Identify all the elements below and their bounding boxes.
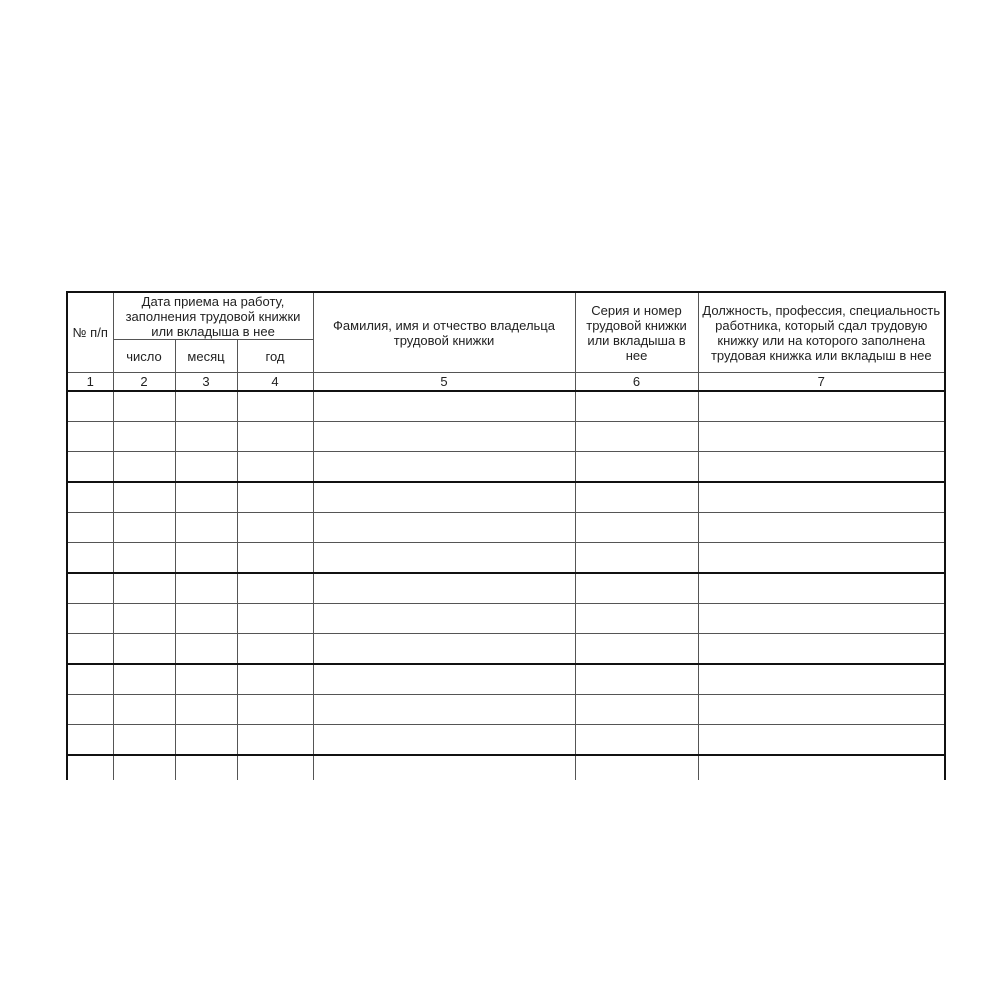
- table-cell-col-4[interactable]: [237, 695, 313, 725]
- table-cell-col-4[interactable]: [237, 664, 313, 695]
- header-owner-name: [313, 292, 575, 373]
- table-cell-col-6[interactable]: [575, 391, 698, 422]
- table-cell-col-2[interactable]: [113, 452, 175, 483]
- employment-record-table: [66, 291, 946, 780]
- table-cell-col-2[interactable]: [113, 391, 175, 422]
- table-cell-col-4[interactable]: [237, 482, 313, 513]
- table-cell-col-6[interactable]: [575, 513, 698, 543]
- table-cell-col-5[interactable]: [313, 391, 575, 422]
- table-row: [67, 482, 945, 513]
- table-cell-col-1[interactable]: [67, 391, 113, 422]
- table-cell-col-5[interactable]: [313, 634, 575, 665]
- table-cell-col-5[interactable]: [313, 755, 575, 780]
- table-row: [67, 755, 945, 780]
- table-cell-col-3[interactable]: [175, 482, 237, 513]
- table-cell-col-4[interactable]: [237, 755, 313, 780]
- table-cell-col-5[interactable]: [313, 513, 575, 543]
- table-row: [67, 513, 945, 543]
- header-month: [175, 340, 237, 373]
- table-cell-col-3[interactable]: [175, 725, 237, 756]
- table-row: [67, 604, 945, 634]
- table-cell-col-1[interactable]: [67, 664, 113, 695]
- table-row: [67, 391, 945, 422]
- table-cell-col-7[interactable]: [698, 755, 945, 780]
- table-cell-col-2[interactable]: [113, 755, 175, 780]
- table-cell-col-1[interactable]: [67, 755, 113, 780]
- header-month-label: месяц: [187, 348, 225, 364]
- table-cell-col-6[interactable]: [575, 755, 698, 780]
- table-cell-col-3[interactable]: [175, 695, 237, 725]
- table-cell-col-1[interactable]: [67, 482, 113, 513]
- table-cell-col-7[interactable]: [698, 604, 945, 634]
- table-cell-col-5[interactable]: [313, 604, 575, 634]
- table-row: [67, 543, 945, 574]
- table-cell-col-7[interactable]: [698, 513, 945, 543]
- table-cell-col-1[interactable]: [67, 422, 113, 452]
- table-cell-col-5[interactable]: [313, 422, 575, 452]
- table-cell-col-7[interactable]: [698, 422, 945, 452]
- table-row: [67, 452, 945, 483]
- table-cell-col-6[interactable]: [575, 573, 698, 604]
- header-position-label: Должность, профессия, специальность работника, который сдал трудовую книжку или на которого заполнена трудовая книжка или вкладыш в нее: [702, 302, 941, 363]
- table-cell-col-1[interactable]: [67, 604, 113, 634]
- table-cell-col-3[interactable]: [175, 452, 237, 483]
- table-cell-col-7[interactable]: [698, 695, 945, 725]
- header-day-label: число: [126, 348, 162, 364]
- table-cell-col-4[interactable]: [237, 573, 313, 604]
- table-cell-col-3[interactable]: [175, 664, 237, 695]
- header-position: [698, 292, 945, 373]
- table-cell-col-7[interactable]: [698, 543, 945, 574]
- table-row: [67, 634, 945, 665]
- column-number-3: 3: [175, 373, 237, 392]
- table-cell-col-1[interactable]: [67, 573, 113, 604]
- header-day: [113, 340, 175, 373]
- column-number-1: 1: [67, 373, 113, 392]
- table-cell-col-7[interactable]: [698, 664, 945, 695]
- table-cell-col-1[interactable]: [67, 452, 113, 483]
- table-cell-col-6[interactable]: [575, 422, 698, 452]
- table-cell-col-7[interactable]: [698, 452, 945, 483]
- table-cell-col-2[interactable]: [113, 634, 175, 665]
- table-cell-col-4[interactable]: [237, 513, 313, 543]
- table-cell-col-5[interactable]: [313, 482, 575, 513]
- table-cell-col-1[interactable]: [67, 513, 113, 543]
- table-row: [67, 725, 945, 756]
- table-row: [67, 664, 945, 695]
- table-cell-col-7[interactable]: [698, 482, 945, 513]
- table-cell-col-2[interactable]: [113, 664, 175, 695]
- table-cell-col-3[interactable]: [175, 604, 237, 634]
- table-cell-col-4[interactable]: [237, 543, 313, 574]
- table-cell-col-2[interactable]: [113, 482, 175, 513]
- table-cell-col-4[interactable]: [237, 452, 313, 483]
- table-cell-col-6[interactable]: [575, 634, 698, 665]
- table-cell-col-7[interactable]: [698, 725, 945, 756]
- table-cell-col-6[interactable]: [575, 664, 698, 695]
- table-row: [67, 422, 945, 452]
- table-cell-col-3[interactable]: [175, 422, 237, 452]
- table-cell-col-1[interactable]: [67, 695, 113, 725]
- table-cell-col-5[interactable]: [313, 695, 575, 725]
- table-cell-col-2[interactable]: [113, 573, 175, 604]
- header-year-label: год: [265, 348, 285, 364]
- table-cell-col-4[interactable]: [237, 604, 313, 634]
- column-number-5: 5: [313, 373, 575, 392]
- table-cell-col-6[interactable]: [575, 452, 698, 483]
- table-cell-col-2[interactable]: [113, 513, 175, 543]
- table-cell-col-3[interactable]: [175, 513, 237, 543]
- column-number-row: [67, 373, 945, 392]
- table-cell-col-6[interactable]: [575, 604, 698, 634]
- table-cell-col-4[interactable]: [237, 391, 313, 422]
- table-cell-col-3[interactable]: [175, 573, 237, 604]
- column-number-4: 4: [237, 373, 313, 392]
- table-cell-col-2[interactable]: [113, 604, 175, 634]
- table-cell-col-7[interactable]: [698, 573, 945, 604]
- column-number-7: 7: [698, 373, 945, 392]
- header-row-number: [67, 292, 113, 373]
- table-cell-col-5[interactable]: [313, 452, 575, 483]
- table-cell-col-7[interactable]: [698, 634, 945, 665]
- table-cell-col-4[interactable]: [237, 725, 313, 756]
- table-cell-col-6[interactable]: [575, 543, 698, 574]
- header-date-group: [113, 292, 313, 340]
- table-cell-col-3[interactable]: [175, 391, 237, 422]
- table-cell-col-2[interactable]: [113, 695, 175, 725]
- header-row-number-label: № п/п: [72, 325, 108, 340]
- table-cell-col-1[interactable]: [67, 634, 113, 665]
- table-cell-col-6[interactable]: [575, 482, 698, 513]
- header-date-group-label: Дата приема на работу, заполнения трудовой книжки или вкладыша в нее: [125, 293, 301, 339]
- table-cell-col-4[interactable]: [237, 422, 313, 452]
- table-cell-col-1[interactable]: [67, 543, 113, 574]
- header-owner-name-label: Фамилия, имя и отчество владельца трудовой книжки: [333, 317, 555, 348]
- table-cell-col-2[interactable]: [113, 725, 175, 756]
- column-number-6: 6: [575, 373, 698, 392]
- table-cell-col-3[interactable]: [175, 755, 237, 780]
- table-cell-col-7[interactable]: [698, 391, 945, 422]
- column-number-2: 2: [113, 373, 175, 392]
- table-cell-col-6[interactable]: [575, 695, 698, 725]
- table-cell-col-4[interactable]: [237, 634, 313, 665]
- header-book-series-label: Серия и номер трудовой книжки или вкладыша в нее: [586, 302, 687, 363]
- table-row: [67, 573, 945, 604]
- table-cell-col-5[interactable]: [313, 573, 575, 604]
- table-row: [67, 695, 945, 725]
- header-year: [237, 340, 313, 373]
- table-cell-col-3[interactable]: [175, 543, 237, 574]
- header-book-series: [575, 292, 698, 373]
- table-cell-col-2[interactable]: [113, 543, 175, 574]
- table-cell-col-3[interactable]: [175, 634, 237, 665]
- table-cell-col-1[interactable]: [67, 725, 113, 756]
- header-row-top: [67, 292, 945, 340]
- table-cell-col-6[interactable]: [575, 725, 698, 756]
- table-cell-col-5[interactable]: [313, 725, 575, 756]
- table-cell-col-5[interactable]: [313, 664, 575, 695]
- table-cell-col-5[interactable]: [313, 543, 575, 574]
- table-cell-col-2[interactable]: [113, 422, 175, 452]
